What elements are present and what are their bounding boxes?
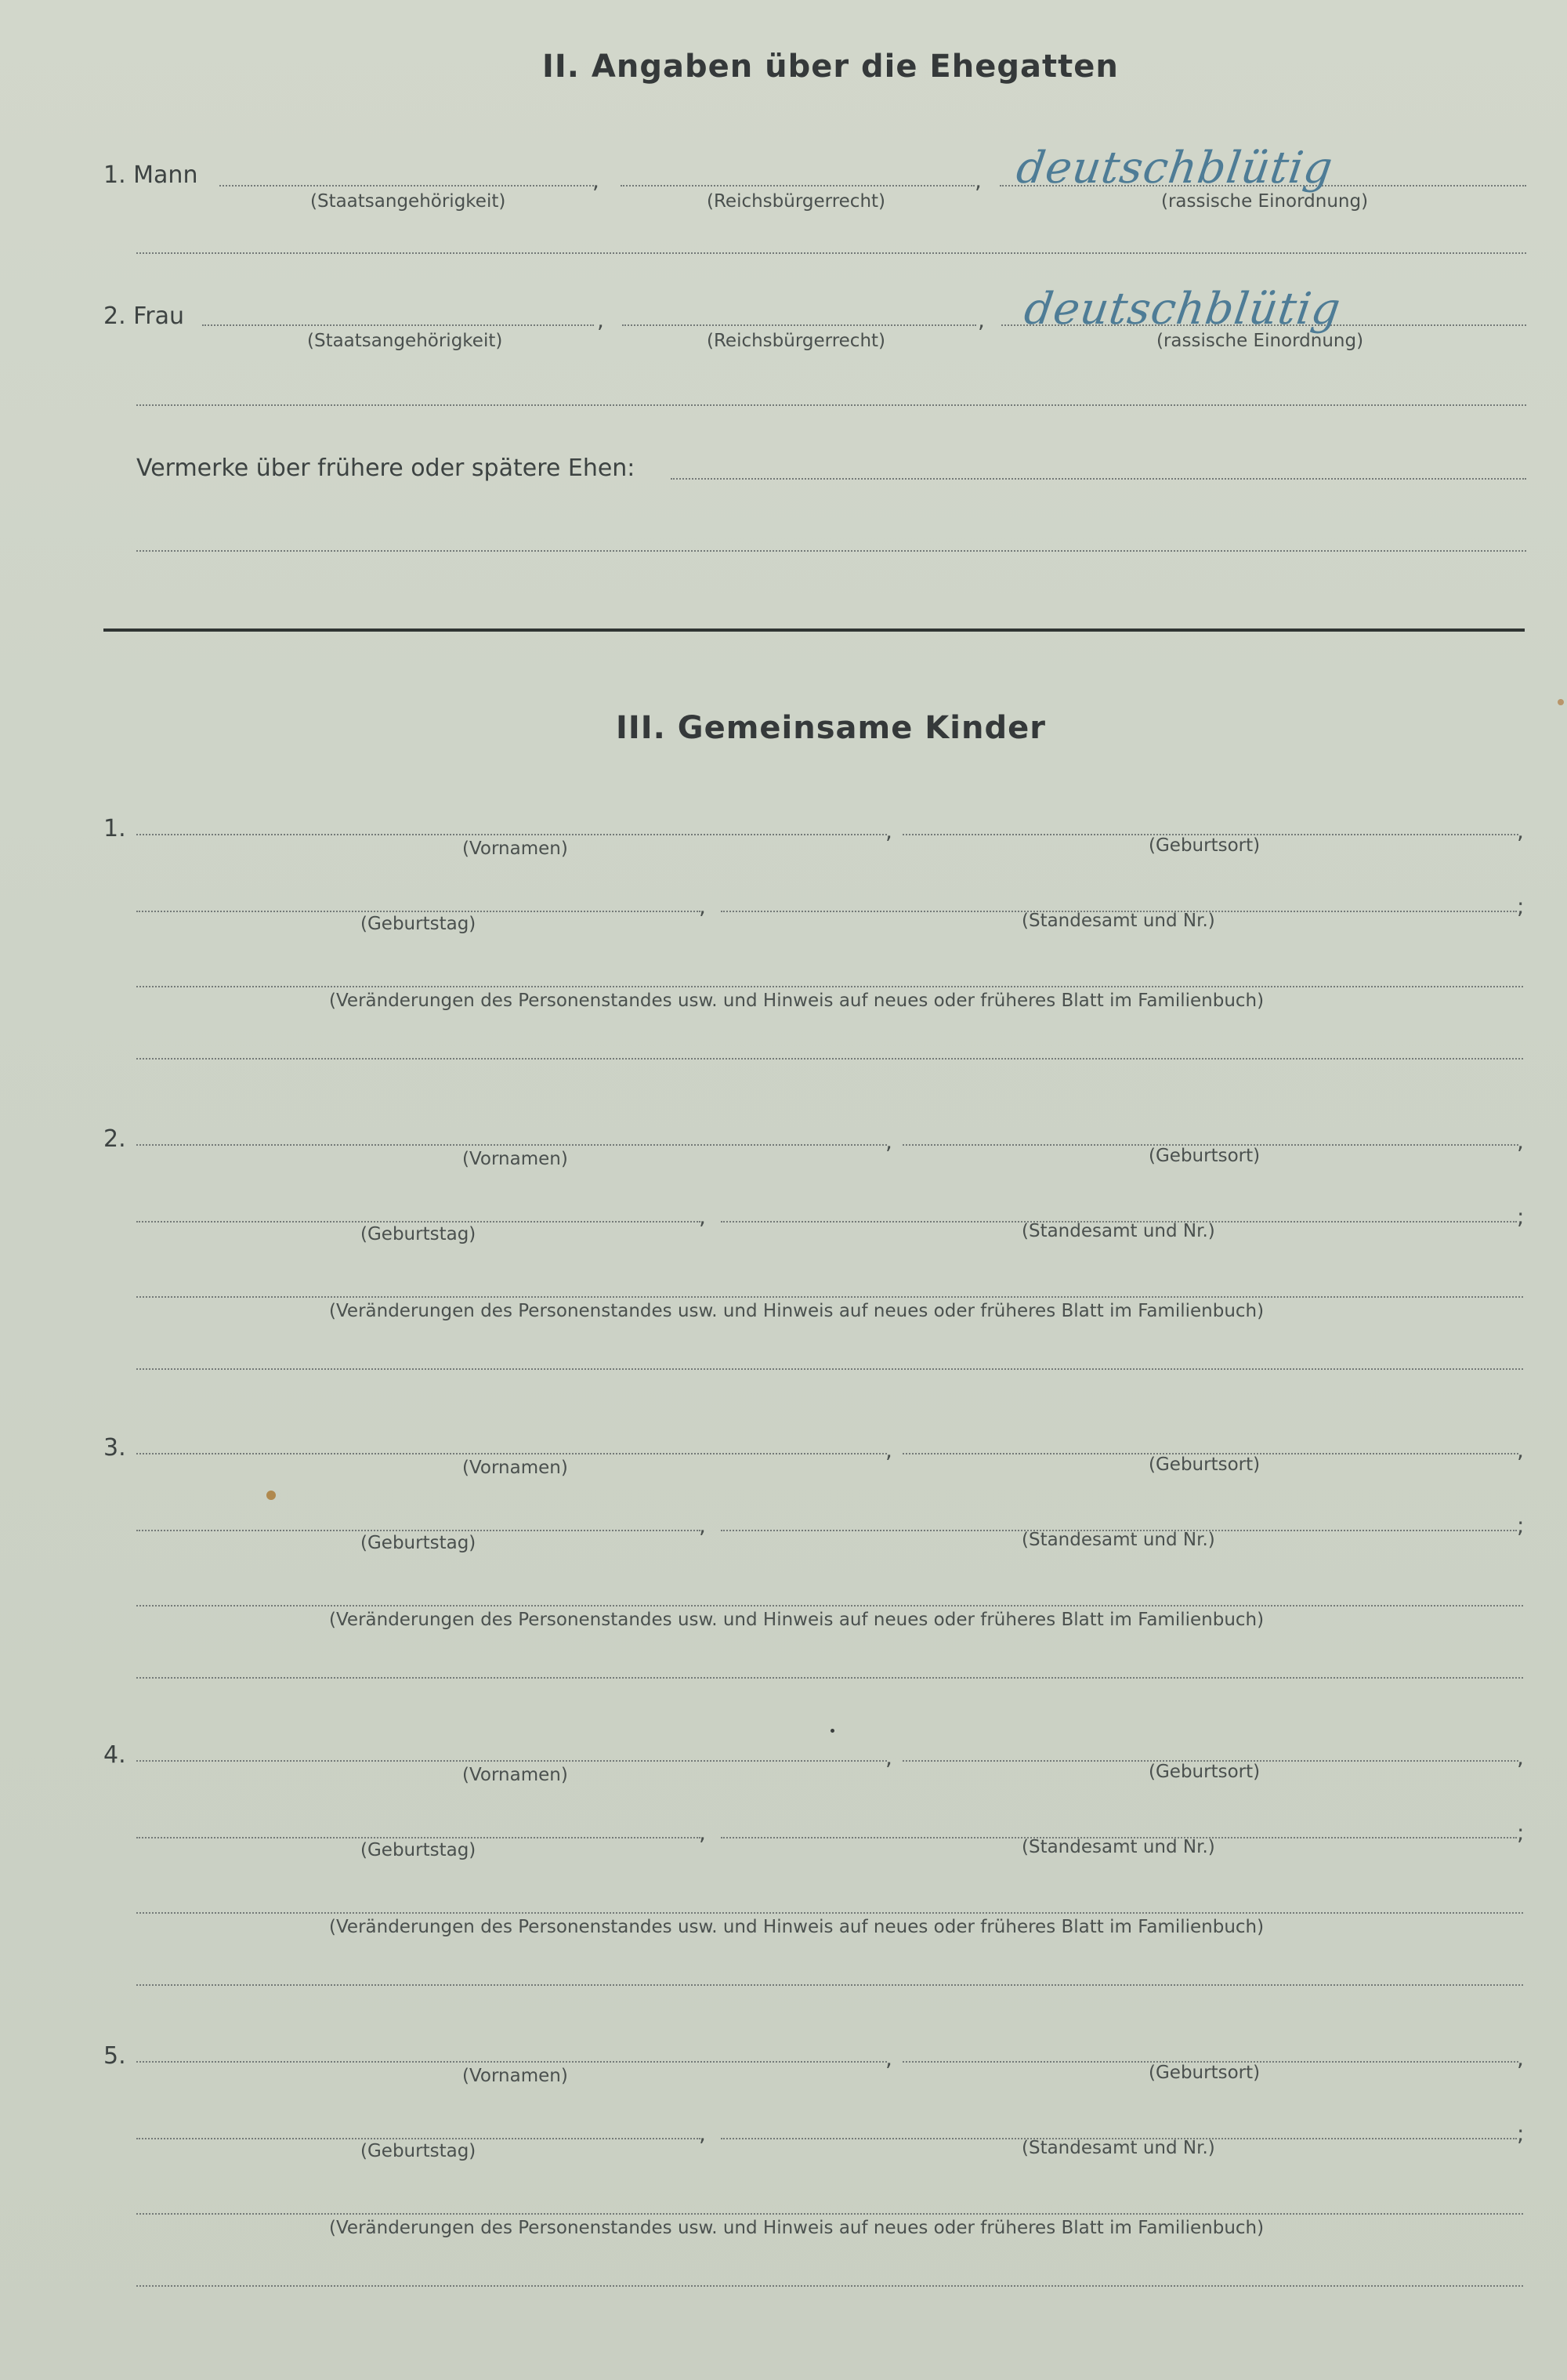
child-vornamen-caption: (Vornamen)	[462, 2066, 568, 2086]
child-number: 4.	[103, 1741, 126, 1769]
child-geburtsort-caption: (Geburtsort)	[1149, 2063, 1261, 2083]
frau-staat-line[interactable]	[202, 324, 594, 326]
frau-reich-line[interactable]	[622, 324, 976, 326]
comma: ,	[885, 1744, 892, 1770]
child-vornamen-caption: (Vornamen)	[462, 839, 568, 859]
child-veraenderungen-caption: (Veränderungen des Personenstandes usw. und Hinweis auf neues oder früheres Blatt im Familienbuch)	[329, 1610, 1265, 1630]
semicolon: ;	[1517, 1512, 1525, 1538]
child-vornamen-line[interactable]	[136, 834, 887, 835]
comma: ,	[975, 168, 982, 194]
child-standesamt-caption: (Standesamt und Nr.)	[1022, 1221, 1215, 1241]
comma: ,	[885, 818, 892, 844]
child-geburtsort-caption: (Geburtsort)	[1149, 1454, 1261, 1475]
child-geburtstag-caption: (Geburtstag)	[360, 914, 476, 934]
frau-extra-line[interactable]	[136, 404, 1526, 406]
semicolon: ;	[1517, 893, 1525, 919]
comma: ,	[885, 2045, 892, 2071]
mann-reich-caption: (Reichsbürgerrecht)	[707, 191, 886, 212]
child-geburtstag-line[interactable]	[136, 1530, 700, 1531]
comma: ,	[1517, 818, 1524, 844]
vermerke-label: Vermerke über frühere oder spätere Ehen:	[136, 455, 635, 482]
comma: ,	[699, 1820, 706, 1846]
comma: ,	[597, 307, 604, 333]
child-number: 5.	[103, 2042, 126, 2070]
child-vornamen-caption: (Vornamen)	[462, 1149, 568, 1169]
child-number: 1.	[103, 815, 126, 842]
comma: ,	[1517, 1744, 1524, 1770]
child-veraenderungen-line[interactable]	[136, 1912, 1523, 1914]
child-standesamt-caption: (Standesamt und Nr.)	[1022, 911, 1215, 931]
child-extra-line[interactable]	[136, 1984, 1523, 1986]
child-veraenderungen-line[interactable]	[136, 2213, 1523, 2215]
child-vornamen-line[interactable]	[136, 2061, 887, 2063]
comma: ,	[978, 307, 985, 333]
paper-speck	[831, 1729, 834, 1733]
child-vornamen-caption: (Vornamen)	[462, 1765, 568, 1785]
semicolon: ;	[1517, 1820, 1525, 1846]
comma: ,	[885, 1128, 892, 1154]
frau-reich-caption: (Reichsbürgerrecht)	[707, 331, 886, 351]
child-veraenderungen-caption: (Veränderungen des Personenstandes usw. und Hinweis auf neues oder früheres Blatt im Familienbuch)	[329, 1301, 1265, 1321]
vermerke-line-2[interactable]	[136, 550, 1526, 552]
child-vornamen-caption: (Vornamen)	[462, 1458, 568, 1478]
mann-staat-caption: (Staatsangehörigkeit)	[310, 191, 506, 212]
semicolon: ;	[1517, 1204, 1525, 1230]
child-geburtsort-caption: (Geburtsort)	[1149, 1146, 1261, 1166]
child-extra-line[interactable]	[136, 2285, 1523, 2287]
comma: ,	[1517, 2045, 1524, 2071]
semicolon: ;	[1517, 2121, 1525, 2146]
child-geburtsort-caption: (Geburtsort)	[1149, 835, 1261, 856]
comma: ,	[699, 893, 706, 919]
mann-label: 1. Mann	[103, 161, 198, 189]
comma: ,	[699, 2121, 706, 2146]
child-geburtstag-caption: (Geburtstag)	[360, 1533, 476, 1553]
frau-staat-caption: (Staatsangehörigkeit)	[307, 331, 503, 351]
child-veraenderungen-line[interactable]	[136, 986, 1523, 987]
comma: ,	[1517, 1437, 1524, 1463]
child-veraenderungen-caption: (Veränderungen des Personenstandes usw. und Hinweis auf neues oder früheres Blatt im Familienbuch)	[329, 991, 1265, 1011]
child-geburtstag-line[interactable]	[136, 2138, 700, 2139]
child-geburtstag-line[interactable]	[136, 1837, 700, 1838]
child-extra-line[interactable]	[136, 1368, 1523, 1370]
child-veraenderungen-line[interactable]	[136, 1605, 1523, 1607]
section-2-title: II. Angaben über die Ehegatten	[542, 49, 1119, 85]
section-divider	[103, 629, 1525, 632]
child-veraenderungen-line[interactable]	[136, 1296, 1523, 1298]
child-geburtsort-caption: (Geburtsort)	[1149, 1762, 1261, 1782]
child-veraenderungen-caption: (Veränderungen des Personenstandes usw. und Hinweis auf neues oder früheres Blatt im Familienbuch)	[329, 2218, 1265, 2238]
comma: ,	[699, 1512, 706, 1538]
child-geburtstag-caption: (Geburtstag)	[360, 2141, 476, 2161]
child-vornamen-line[interactable]	[136, 1144, 887, 1146]
mann-extra-line[interactable]	[136, 252, 1526, 254]
comma: ,	[699, 1204, 706, 1230]
vermerke-line-1[interactable]	[671, 478, 1526, 480]
child-standesamt-caption: (Standesamt und Nr.)	[1022, 1837, 1215, 1857]
comma: ,	[1517, 1128, 1524, 1154]
comma: ,	[592, 168, 599, 194]
child-standesamt-caption: (Standesamt und Nr.)	[1022, 1530, 1215, 1550]
child-number: 2.	[103, 1125, 126, 1153]
child-number: 3.	[103, 1434, 126, 1462]
child-standesamt-caption: (Standesamt und Nr.)	[1022, 2138, 1215, 2158]
child-geburtstag-line[interactable]	[136, 911, 700, 912]
child-veraenderungen-caption: (Veränderungen des Personenstandes usw. und Hinweis auf neues oder früheres Blatt im Familienbuch)	[329, 1917, 1265, 1937]
mann-rasse-caption: (rassische Einordnung)	[1161, 191, 1369, 212]
child-geburtstag-caption: (Geburtstag)	[360, 1840, 476, 1860]
child-vornamen-line[interactable]	[136, 1453, 887, 1454]
mann-staat-line[interactable]	[219, 185, 594, 187]
frau-rasse-caption: (rassische Einordnung)	[1156, 331, 1364, 351]
frau-label: 2. Frau	[103, 302, 184, 330]
child-geburtstag-caption: (Geburtstag)	[360, 1224, 476, 1244]
child-geburtstag-line[interactable]	[136, 1221, 700, 1223]
section-3-title: III. Gemeinsame Kinder	[616, 710, 1046, 746]
child-vornamen-line[interactable]	[136, 1760, 887, 1762]
frau-rasse-handwriting: deutschblütig	[1021, 284, 1344, 335]
mann-rasse-handwriting: deutschblütig	[1013, 143, 1337, 194]
child-extra-line[interactable]	[136, 1677, 1523, 1679]
paper-stain	[266, 1491, 276, 1500]
mann-reich-line[interactable]	[621, 185, 975, 187]
paper-stain	[1558, 699, 1564, 705]
comma: ,	[885, 1437, 892, 1463]
child-extra-line[interactable]	[136, 1058, 1523, 1060]
